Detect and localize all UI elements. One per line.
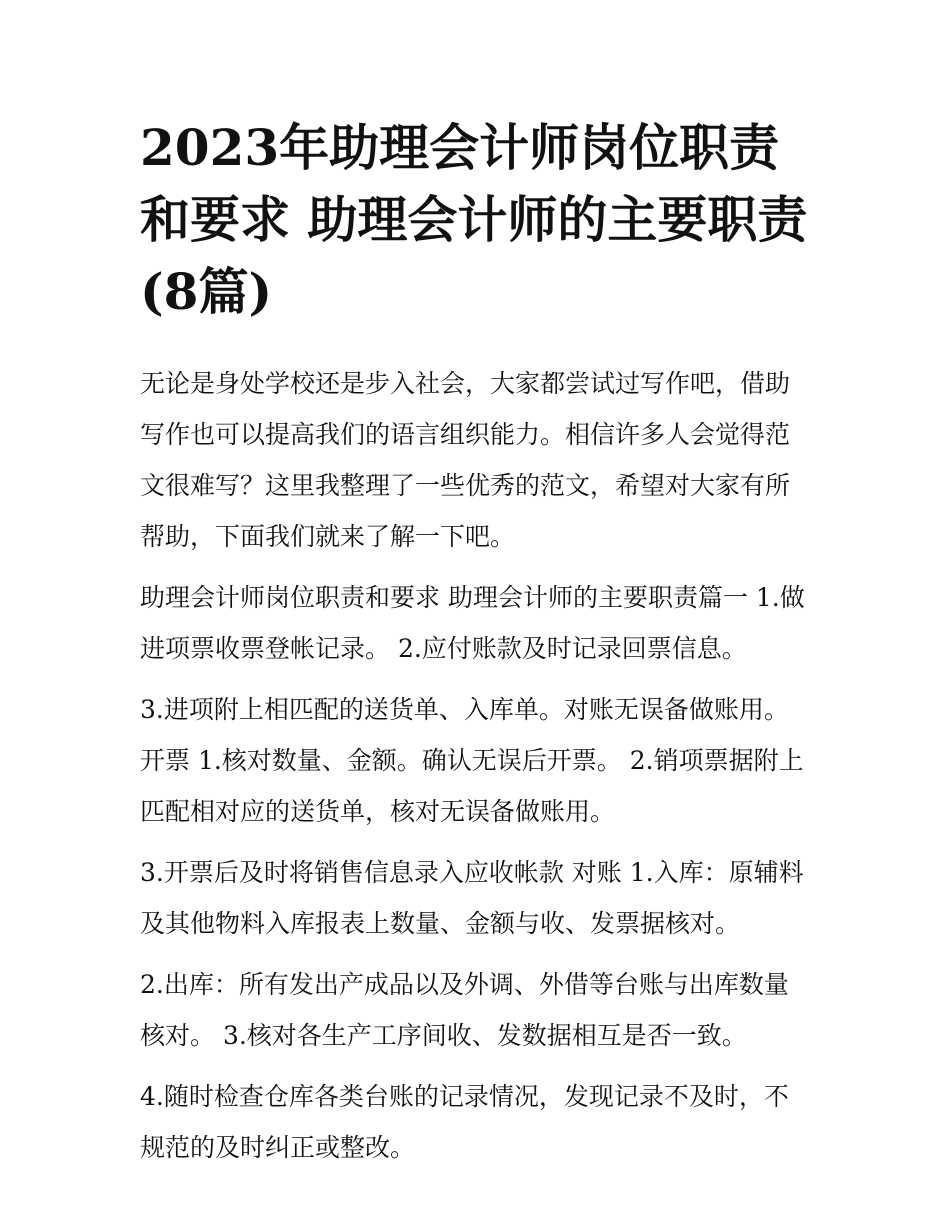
duty-paragraph-5: 4.随时检查仓库各类台账的记录情况，发现记录不及时，不规范的及时纠正或整改。 [140, 1082, 789, 1162]
document-title: 2023年助理会计师岗位职责和要求 助理会计师的主要职责(8篇) [140, 118, 808, 321]
duty-paragraph-3: 3.开票后及时将销售信息录入应收帐款 对账 1.入库：原辅料及其他物料入库报表上数量、金额与收、发票据核对。 [140, 858, 804, 938]
duty-paragraph-2: 3.进项附上相匹配的送货单、入库单。对账无误备做账用。 开票 1.核对数量、金额。确认无误后开票。 2.销项票据附上匹配相对应的送货单，核对无误备做账用。 [140, 695, 804, 826]
document-page [140, 112, 812, 1183]
intro-paragraph: 无论是身处学校还是步入社会，大家都尝试过写作吧，借助写作也可以提高我们的语言组织能力。相信许多人会觉得范文很难写？这里我整理了一些优秀的范文，希望对大家有所帮助，下面我们就来了解一下吧。 [140, 369, 791, 551]
duty-paragraph-1: 助理会计师岗位职责和要求 助理会计师的主要职责篇一 1.做进项票收票登帐记录。 2.应付账款及时记录回票信息。 [140, 583, 805, 663]
duty-paragraph-4: 2.出库：所有发出产成品以及外调、外借等台账与出库数量核对。 3.核对各生产工序间收、发数据相互是否一致。 [140, 970, 789, 1050]
